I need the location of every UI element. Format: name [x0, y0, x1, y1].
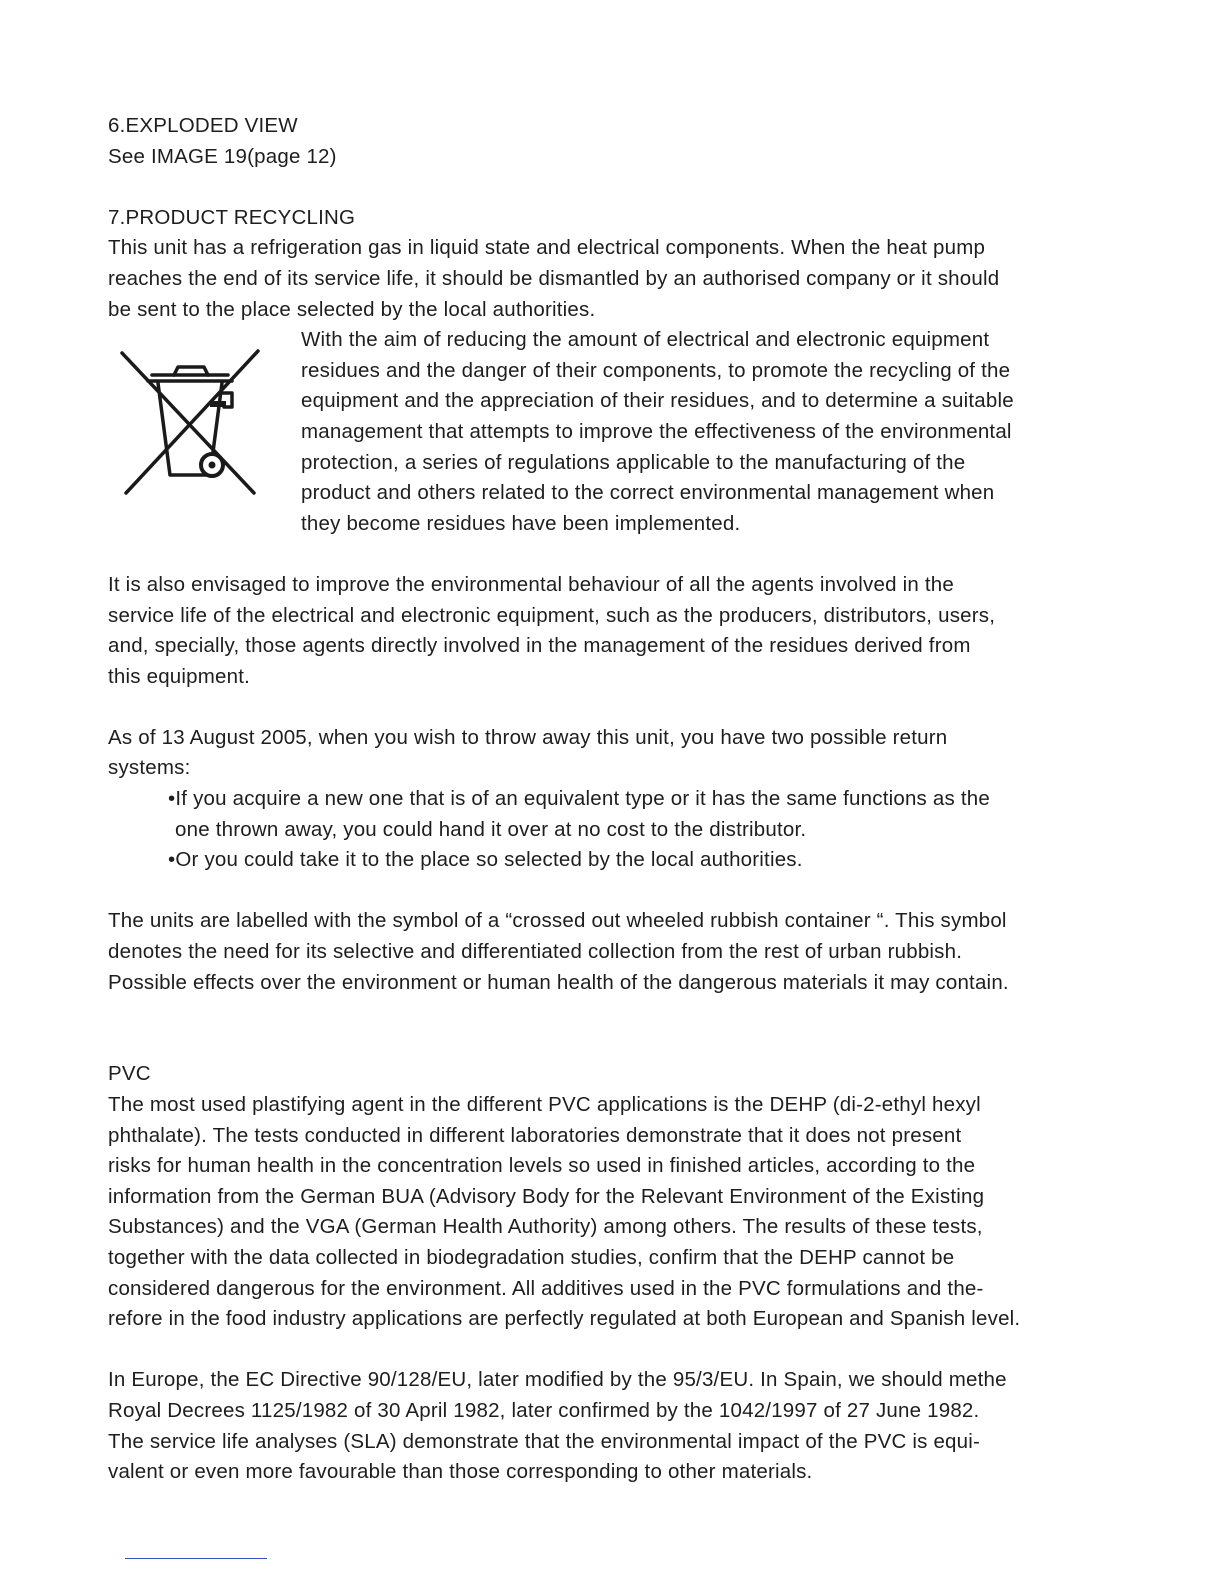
bullet-line: one thrown away, you could hand it over at no cost to the distributor. [175, 817, 807, 841]
crossed-out-wheelie-bin-icon [118, 347, 262, 497]
paragraph-line: and, specially, those agents directly involved in the management of the residues derived from [108, 634, 971, 658]
paragraph-line: It is also envisaged to improve the environmental behaviour of all the agents involved in the [108, 572, 954, 596]
paragraph-line: phthalate). The tests conducted in different laboratories demonstrate that it does not present [108, 1123, 962, 1147]
paragraph-line: The most used plastifying agent in the different PVC applications is the DEHP (di-2-ethyl hexyl [108, 1093, 981, 1116]
pvc-paragraph-1 [108, 1090, 1158, 1335]
paragraph-line: protection, a series of regulations applicable to the manufacturing of the [301, 450, 966, 474]
pvc-heading: PVC [108, 1062, 151, 1086]
paragraph-line: equipment and the appreciation of their residues, and to determine a suitable [301, 389, 1014, 413]
bullet-line: •Or you could take it to the place so selected by the local authorities. [168, 848, 803, 872]
return-systems-paragraph [108, 723, 1158, 784]
paragraph-line: Substances) and the VGA (German Health Authority) among others. The results of these tests, [108, 1215, 983, 1239]
paragraph-line: systems: [108, 756, 191, 780]
recycling-intro [108, 233, 1158, 325]
list-item [168, 784, 1158, 845]
section-6-text: See IMAGE 19(page 12) [108, 144, 337, 168]
section-pvc [108, 1059, 1158, 1487]
weee-block [108, 325, 1158, 539]
weee-paragraph [301, 325, 1158, 539]
paragraph-line: together with the data collected in biodegradation studies, confirm that the DEHP cannot be [108, 1245, 955, 1269]
footer-rule [125, 1558, 267, 1559]
paragraph-line: considered dangerous for the environment. All additives used in the PVC formulations and the- [108, 1276, 984, 1300]
paragraph-line: As of 13 August 2005, when you wish to throw away this unit, you have two possible return [108, 725, 948, 749]
paragraph-line: they become residues have been implemented. [301, 511, 741, 535]
paragraph-line: refore in the food industry applications are perfectly regulated at both European and Spanish level. [108, 1307, 1021, 1331]
paragraph-line: management that attempts to improve the effectiveness of the environmental [301, 419, 1012, 443]
paragraph-line: risks for human health in the concentration levels so used in finished articles, according to the [108, 1154, 976, 1178]
paragraph-line: Possible effects over the environment or human health of the dangerous materials it may contain. [108, 970, 1009, 994]
paragraph-line: this equipment. [108, 664, 251, 688]
section-product-recycling [108, 203, 1158, 998]
paragraph-line: information from the German BUA (Advisory Body for the Relevant Environment of the Existing [108, 1184, 985, 1208]
paragraph-line: The service life analyses (SLA) demonstrate that the environmental impact of the PVC is equi- [108, 1429, 981, 1453]
paragraph-line: be sent to the place selected by the local authorities. [108, 297, 596, 321]
document-page [108, 111, 1158, 1488]
symbol-paragraph [108, 906, 1158, 998]
paragraph-line: With the aim of reducing the amount of electrical and electronic equipment [301, 328, 990, 352]
paragraph-line: Royal Decrees 1125/1982 of 30 April 1982, later confirmed by the 1042/1997 of 27 June 1982. [108, 1398, 980, 1422]
paragraph-line: The units are labelled with the symbol of a “crossed out wheeled rubbish container “. This symbol [108, 909, 1007, 933]
section-6-heading: 6.EXPLODED VIEW [108, 114, 298, 137]
bullet-line: •If you acquire a new one that is of an equivalent type or it has the same functions as the [168, 787, 990, 811]
return-options-list [168, 784, 1158, 876]
paragraph-line: This unit has a refrigeration gas in liquid state and electrical components. When the heat pump [108, 236, 986, 260]
paragraph-line: In Europe, the EC Directive 90/128/EU, later modified by the 95/3/EU. In Spain, we should methe [108, 1368, 1007, 1392]
paragraph-line: reaches the end of its service life, it should be dismantled by an authorised company or it should [108, 266, 1000, 290]
paragraph-line: denotes the need for its selective and differentiated collection from the rest of urban rubbish. [108, 940, 963, 964]
paragraph-line: valent or even more favourable than those corresponding to other materials. [108, 1460, 813, 1484]
section-7-heading: 7.PRODUCT RECYCLING [108, 205, 356, 229]
paragraph-line: service life of the electrical and electronic equipment, such as the producers, distributors, users, [108, 603, 996, 627]
paragraph-line: residues and the danger of their components, to promote the recycling of the [301, 358, 1011, 382]
pvc-paragraph-2 [108, 1365, 1158, 1487]
agents-paragraph [108, 570, 1158, 692]
section-exploded-view [108, 111, 1158, 172]
list-item [168, 845, 1158, 876]
paragraph-line: product and others related to the correct environmental management when [301, 481, 995, 505]
